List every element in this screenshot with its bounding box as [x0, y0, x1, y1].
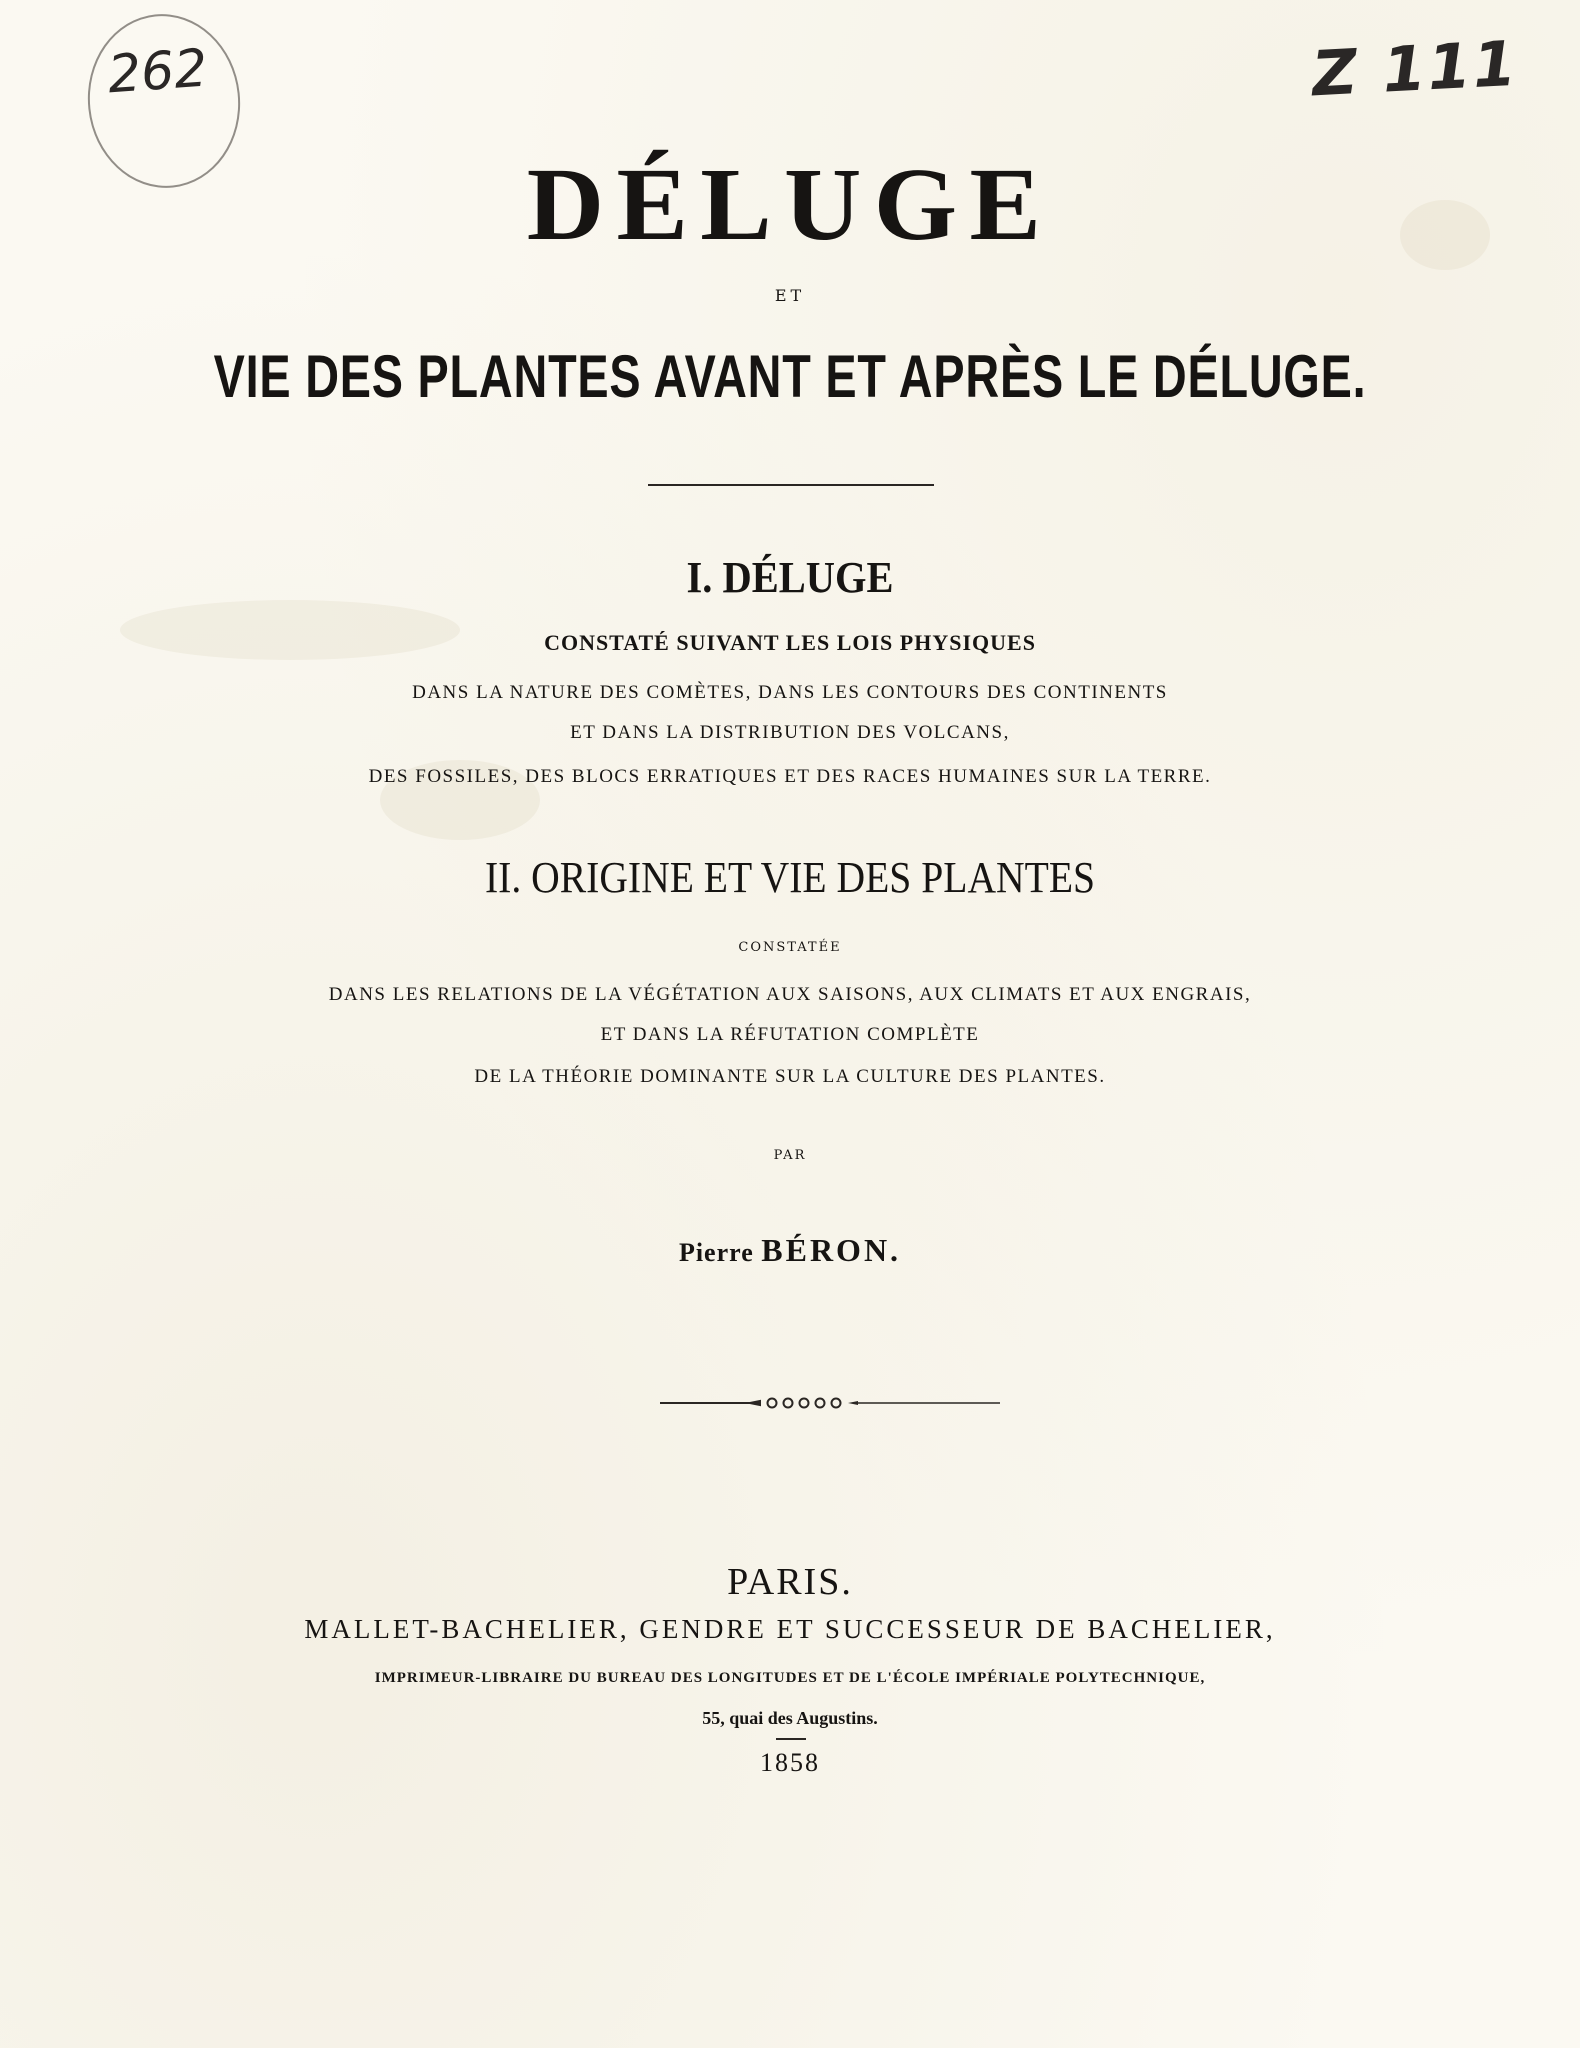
imprint-publisher: MALLET-BACHELIER, GENDRE ET SUCCESSEUR DE BACHELIER, [304, 1614, 1276, 1644]
imprint-city: PARIS. [727, 1561, 853, 1603]
title-conjunction: ET [774, 286, 806, 305]
author-name [0, 1232, 1580, 1269]
section-1-line: ET DANS LA DISTRIBUTION DES VOLCANS, [570, 722, 1010, 743]
byline-par: PAR [773, 1148, 807, 1163]
section-2-line: DE LA THÉORIE DOMINANTE SUR LA CULTURE DES PLANTES. [474, 1066, 1106, 1087]
section-1-line: DES FOSSILES, DES BLOCS ERRATIQUES ET DES RACES HUMAINES SUR LA TERRE. [368, 766, 1212, 787]
section-1-lead: CONSTATÉ SUIVANT LES LOIS PHYSIQUES [544, 630, 1036, 655]
author-first-name: Pierre [678, 1238, 754, 1267]
section-2-lead: CONSTATÉE [738, 940, 842, 955]
shelf-mark-right: Z 111 [1310, 26, 1520, 111]
section-1-line: DANS LA NATURE DES COMÈTES, DANS LES CONTOURS DES CONTINENTS [412, 682, 1168, 703]
section-1-heading: I. DÉLUGE [686, 553, 894, 602]
imprint-address: 55, quai des Augustins. [702, 1708, 878, 1728]
section-2-heading: II. ORIGINE ET VIE DES PLANTES [484, 853, 1096, 902]
subtitle: VIE DES PLANTES AVANT ET APRÈS LE DÉLUGE. [213, 343, 1367, 410]
author-surname: BÉRON. [761, 1232, 902, 1268]
section-2-line: ET DANS LA RÉFUTATION COMPLÈTE [600, 1024, 980, 1045]
shelf-mark-left: 262 [106, 38, 210, 106]
imprint-year: 1858 [760, 1748, 820, 1777]
imprint-publisher-role: IMPRIMEUR-LIBRAIRE DU BUREAU DES LONGITUDES ET DE L'ÉCOLE IMPÉRIALE POLYTECHNIQUE, [374, 1670, 1206, 1686]
imprint-rule [776, 1738, 806, 1740]
main-title: DÉLUGE [526, 147, 1054, 262]
ornament-rule [660, 1392, 1000, 1412]
section-2-line: DANS LES RELATIONS DE LA VÉGÉTATION AUX SAISONS, AUX CLIMATS ET AUX ENGRAIS, [328, 984, 1252, 1005]
divider-rule [648, 484, 934, 486]
